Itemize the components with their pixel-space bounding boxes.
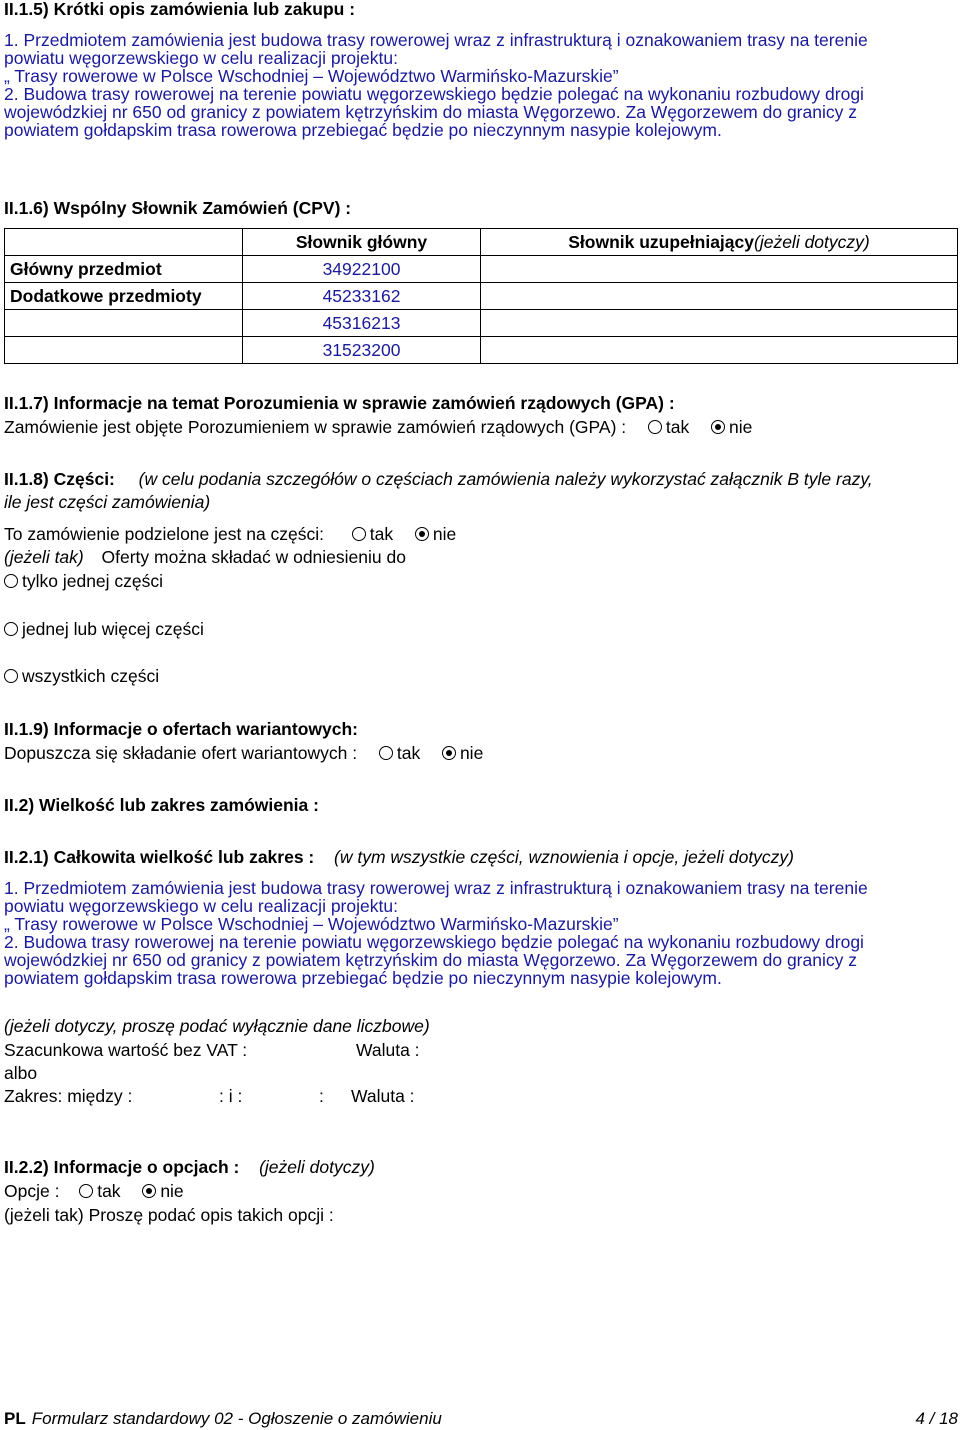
section-heading-ii-1-6: II.1.6) Wspólny Słownik Zamówień (CPV) : (4, 198, 352, 218)
gpa-no-label: nie (729, 417, 753, 437)
more-parts-radio[interactable] (4, 622, 18, 636)
footer-page-number: 4 / 18 (915, 1409, 958, 1428)
footer-form-title: Formularz standardowy 02 - Ogłoszenie o zamówieniu (31, 1409, 442, 1428)
cpv-supp-cell (481, 337, 958, 364)
cpv-supp-cell (481, 256, 958, 283)
choice-all-parts (4, 665, 159, 688)
section-heading-ii-2: II.2) Wielkość lub zakres zamówienia : (4, 795, 319, 815)
description-line: powiatu węgorzewskiego w celu realizacji projektu: (4, 48, 398, 68)
parts-no-radio[interactable] (415, 527, 429, 541)
description-line: „ Trasy rowerowe w Polsce Wschodniej – Województwo Warmińsko-Mazurskie” (4, 66, 619, 86)
choice-one-part (4, 570, 163, 593)
choice-more-parts (4, 618, 204, 641)
cpv-row-label: Dodatkowe przedmioty (5, 283, 243, 310)
page-footer (4, 1407, 958, 1430)
options-no-radio[interactable] (142, 1184, 156, 1198)
section-heading-ii-1-8: II.1.8) Części: (4, 469, 115, 489)
parts-no-label: nie (432, 524, 457, 544)
cpv-col-supp-label: Słownik uzupełniający (568, 231, 754, 252)
table-row (5, 310, 958, 337)
cpv-row-label: Główny przedmiot (5, 256, 243, 283)
table-row (5, 256, 958, 283)
options-describe-label: (jeżeli tak) Proszę podać opis takich opcji : (4, 1205, 334, 1225)
gpa-question: Zamówienie jest objęte Porozumieniem w sprawie zamówień rządowych (GPA) : (4, 417, 627, 437)
description-line: powiatu węgorzewskiego w celu realizacji projektu: (4, 896, 398, 916)
description-line: 2. Budowa trasy rowerowej na terenie powiatu węgorzewskiego będzie polegać na wykonaniu rozbudowy drogi (4, 84, 864, 104)
section-heading-ii-1-9: II.1.9) Informacje o ofertach wariantowych: (4, 719, 358, 739)
options-label: Opcje : (4, 1181, 60, 1201)
range-colon: : (319, 1086, 324, 1106)
more-parts-label: jednej lub więcej części (22, 619, 204, 639)
section-heading-ii-1-7: II.1.7) Informacje na temat Porozumienia w sprawie zamówień rządowych (GPA) : (4, 393, 675, 413)
one-part-radio[interactable] (4, 574, 18, 588)
variants-no-radio[interactable] (442, 746, 456, 760)
or-label: albo (4, 1063, 38, 1083)
options-no-label: nie (160, 1181, 184, 1201)
parts-heading-row (4, 468, 873, 491)
description-line: wojewódzkiej nr 650 od granicy z powiatem kętrzyńskim do miasta Węgorzewo. Za Węgorzewem do granicy z (4, 950, 857, 970)
variants-row (4, 742, 483, 765)
options-yes-radio[interactable] (79, 1184, 93, 1198)
cpv-code: 45233162 (243, 283, 481, 310)
cpv-table (4, 228, 958, 364)
section-heading-ii-1-5: II.1.5) Krótki opis zamówienia lub zakupu : (4, 0, 356, 19)
parts-question: To zamówienie podzielone jest na części: (4, 524, 325, 544)
options-row (4, 1180, 184, 1203)
table-row (5, 283, 958, 310)
cpv-col-supp-note: (jeżeli dotyczy) (754, 231, 870, 252)
description-line: 1. Przedmiotem zamówienia jest budowa trasy rowerowej wraz z infrastrukturą i oznakowaniem trasy na terenie (4, 30, 868, 50)
cpv-code: 31523200 (243, 337, 481, 364)
gpa-yes-radio[interactable] (648, 420, 662, 434)
description-line: 2. Budowa trasy rowerowej na terenie powiatu węgorzewskiego będzie polegać na wykonaniu rozbudowy drogi (4, 932, 864, 952)
offers-label: Oferty można składać w odniesieniu do (101, 547, 406, 567)
gpa-question-row (4, 416, 752, 439)
parts-note: (w celu podania szczegółów o częściach zamówienia należy wykorzystać załącznik B tyle razy, (138, 469, 873, 489)
total-scope-description (4, 879, 868, 987)
options-note: (jeżeli dotyczy) (259, 1157, 375, 1177)
one-part-label: tylko jednej części (22, 571, 164, 591)
gpa-no-radio[interactable] (711, 420, 725, 434)
cpv-supp-cell (481, 310, 958, 337)
table-row (5, 337, 958, 364)
estimate-label: Szacunkowa wartość bez VAT : (4, 1040, 248, 1060)
options-heading-row (4, 1156, 375, 1179)
variants-yes-radio[interactable] (379, 746, 393, 760)
description-line: powiatem gołdapskim trasa rowerowa przebiegać będzie po nieczynnym nasypie kolejowym. (4, 120, 722, 140)
cpv-code: 34922100 (243, 256, 481, 283)
all-parts-label: wszystkich części (22, 666, 160, 686)
short-description (4, 31, 868, 139)
cpv-row-label (5, 337, 243, 364)
parts-yes-label: tak (369, 524, 394, 544)
description-line: wojewódzkiej nr 650 od granicy z powiatem kętrzyńskim do miasta Węgorzewo. Za Węgorzewem do granicy z (4, 102, 857, 122)
description-line: „ Trasy rowerowe w Polsce Wschodniej – Województwo Warmińsko-Mazurskie” (4, 914, 619, 934)
parts-yes-radio[interactable] (352, 527, 366, 541)
variants-question: Dopuszcza się składanie ofert wariantowych : (4, 743, 358, 763)
range-and-label: : i : (219, 1086, 243, 1106)
variants-no-label: nie (459, 743, 484, 763)
parts-note-2: ile jest części zamówienia) (4, 492, 211, 512)
footer-language: PL (4, 1409, 26, 1428)
offers-row (4, 546, 406, 569)
cpv-row-label (5, 310, 243, 337)
cpv-col-supplementary (481, 229, 958, 256)
range-label: Zakres: między : (4, 1086, 133, 1106)
section-heading-ii-2-2: II.2.2) Informacje o opcjach : (4, 1157, 240, 1177)
cpv-code: 45316213 (243, 310, 481, 337)
total-scope-note: (w tym wszystkie części, wznowienia i opcje, jeżeli dotyczy) (334, 847, 795, 867)
estimate-currency-label: Waluta : (356, 1040, 420, 1060)
all-parts-radio[interactable] (4, 669, 18, 683)
cpv-header-row (5, 229, 958, 256)
description-line: powiatem gołdapskim trasa rowerowa przebiegać będzie po nieczynnym nasypie kolejowym. (4, 968, 722, 988)
numeric-note: (jeżeli dotyczy, proszę podać wyłącznie dane liczbowe) (4, 1016, 430, 1036)
section-heading-ii-2-1: II.2.1) Całkowita wielkość lub zakres : (4, 847, 315, 867)
if-yes-label: (jeżeli tak) (4, 547, 84, 567)
description-line: 1. Przedmiotem zamówienia jest budowa trasy rowerowej wraz z infrastrukturą i oznakowaniem trasy na terenie (4, 878, 868, 898)
cpv-supp-cell (481, 283, 958, 310)
gpa-yes-label: tak (665, 417, 690, 437)
cpv-col-main: Słownik główny (243, 229, 481, 256)
parts-question-row (4, 523, 456, 546)
range-currency-label: Waluta : (351, 1086, 415, 1106)
variants-yes-label: tak (396, 743, 421, 763)
options-yes-label: tak (97, 1181, 121, 1201)
cpv-empty-cell (5, 229, 243, 256)
total-scope-heading-row (4, 846, 794, 869)
